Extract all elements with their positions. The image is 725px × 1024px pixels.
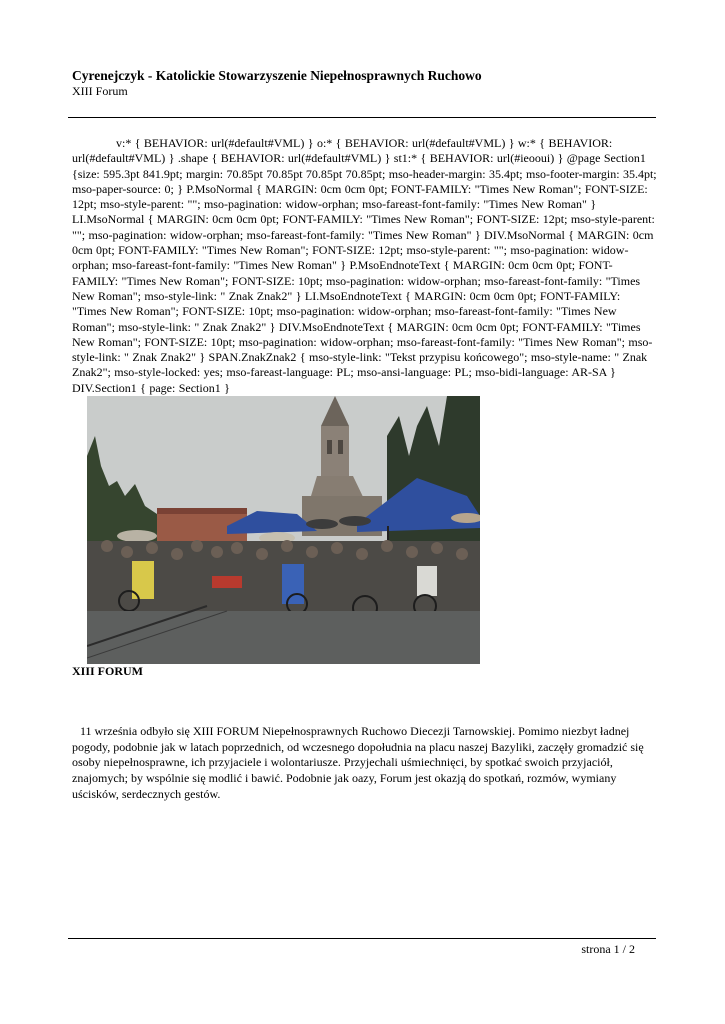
- page-subtitle: XIII Forum: [72, 84, 128, 98]
- page-number: strona 1 / 2: [581, 942, 635, 956]
- leaked-css-text: v:* { BEHAVIOR: url(#default#VML) } o:* { BEHAVIOR: url(#default#VML) } w:* { BEHAVIOR: url(#default#VML) } .shape { BEHAVIOR: url(#default#VML) } st1:* { BEHAVIOR: url(#ieooui) } @page Section1 {size: 595.3pt 841.9pt; margin: 70.85pt 70.85pt 70.85pt 70.85pt; mso-header-margin: 35.4pt; mso-footer-margin: 35.4pt; mso-paper-source: 0; } P.MsoNormal { MARGIN: 0cm 0cm 0pt; FONT-FAMILY: "Times New Roman"; FONT-SIZE: 12pt; mso-style-parent: ""; mso-pagination: widow-orphan; mso-fareast-font-family: "Times New Roman" } LI.MsoNormal { MARGIN: 0cm 0cm 0pt; FONT-FAMILY: "Times New Roman"; FONT-SIZE: 12pt; mso-style-parent: ""; mso-pagination: widow-orphan; mso-fareast-font-family: "Times New Roman" } DIV.MsoNormal { MARGIN: 0cm 0cm 0pt; FONT-FAMILY: "Times New Roman"; FONT-SIZE: 12pt; mso-style-parent: ""; mso-pagination: widow-orphan; mso-fareast-font-family: "Times New Roman" } P.MsoEndnoteText { MARGIN: 0cm 0cm 0pt; FONT-FAMILY: "Times New Roman"; FONT-SIZE: 10pt; mso-pagination: widow-orphan; mso-fareast-font-family: "Times New Roman"; mso-style-link: " Znak Znak2" } LI.MsoEndnoteText { MARGIN: 0cm 0cm 0pt; FONT-FAMILY: "Times New Roman"; FONT-SIZE: 10pt; mso-pagination: widow-orphan; mso-fareast-font-family: "Times New Roman"; mso-style-link: " Znak Znak2" } DIV.MsoEndnoteText { MARGIN: 0cm 0cm 0pt; FONT-FAMILY: "Times New Roman"; FONT-SIZE: 10pt; mso-pagination: widow-orphan; mso-fareast-font-family: "Times New Roman"; mso-style-link: " Znak Znak2" } SPAN.ZnakZnak2 { mso-style-link: "Tekst przypisu końcowego"; mso-style-name: " Znak Znak2"; mso-style-locked: yes; mso-fareast-language: PL; mso-ansi-language: PL; mso-bidi-language: AR-SA } DIV.Section1 { page: Section1 }: [72, 136, 657, 395]
- forum-photo: [87, 396, 480, 664]
- section-heading: XIII FORUM: [72, 664, 143, 678]
- forum-photo-illustration: [87, 396, 480, 664]
- site-title: Cyrenejczyk - Katolickie Stowarzyszenie Niepełnosprawnych Ruchowo: [72, 68, 482, 83]
- footer-divider: [68, 938, 656, 939]
- header-divider: [68, 117, 656, 118]
- article-paragraph: 11 września odbyło się XIII FORUM Niepełnosprawnych Ruchowo Diecezji Tarnowskiej. Pomimo niezbyt ładnej pogody, podobnie jak w latach poprzednich, od wczesnego dopołudnia na placu naszej Bazyliki, zaczęły gromadzić się osoby niepełnosprawne, ich przyjaciele i wolontariusze. Przyjechali uśmiechnięci, by spotkać swoich przyjaciół, znajomych; by wspólnie się modlić i bawić. Podobnie jak oazy, Forum jest okazją do spotkań, rozmów, wymiany uścisków, serdecznych gestów.: [72, 724, 644, 801]
